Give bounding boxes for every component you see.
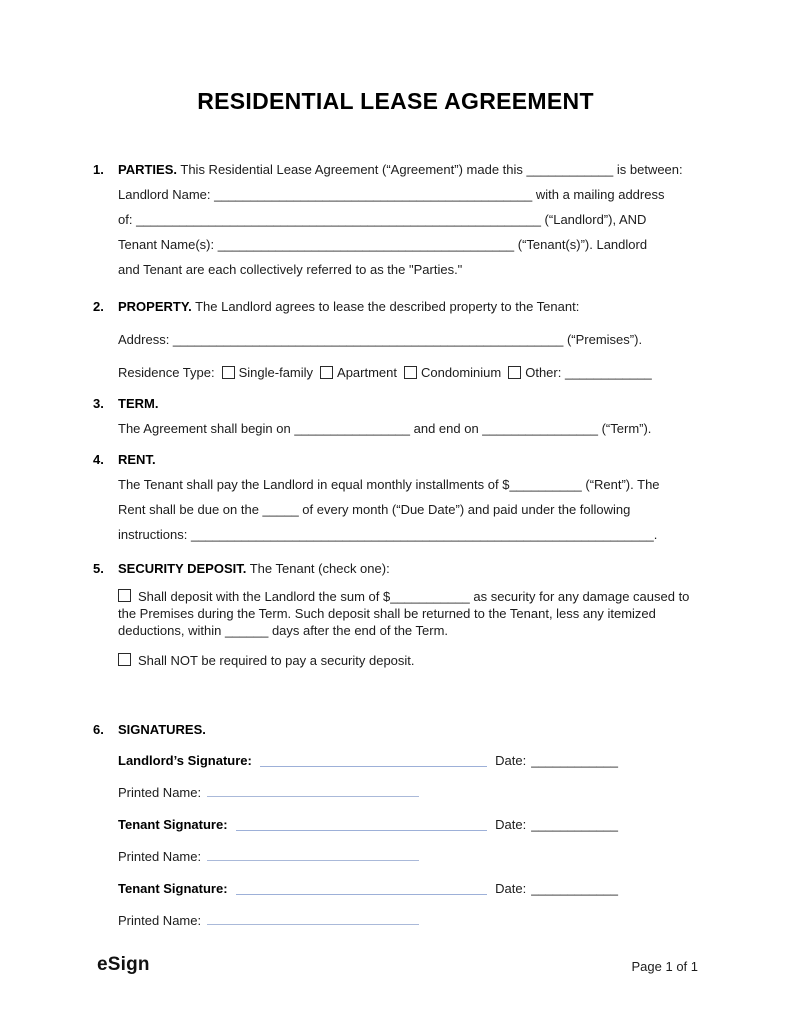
tenant1-signature-label: Tenant Signature: [118,817,228,832]
deposit-option-required [118,588,698,639]
section-number-5: 5. [93,561,104,576]
mailing-address-line: of: ________________________________________________________ (“Landlord”), AND [118,212,647,227]
tenant1-printed-name-label: Printed Name: [118,849,202,864]
address-line: Address: ______________________________________________________ (“Premises”). [118,332,643,347]
tenant1-signature-field[interactable] [236,830,488,831]
property-intro-line [118,294,698,319]
esign-logo: eSign [97,954,150,975]
signatures-heading: SIGNATURES. [118,722,206,737]
deposit-option-not-required-text: Shall NOT be required to pay a security deposit. [138,653,415,668]
section-security-deposit [93,556,698,669]
tenant1-date-field[interactable]: ____________ [531,817,618,832]
tenant2-signature-label: Tenant Signature: [118,881,228,896]
parties-closing-line: and Tenant are each collectively referred to as the "Parties." [118,262,463,277]
section-term [93,391,698,441]
option-label-condominium: Condominium [421,365,502,380]
tenant1-printed-name-row [118,848,698,866]
deposit-option-required-text: Shall deposit with the Landlord the sum of $___________ as security for any damage caused to the Premises during the Term. Such deposit shall be returned to the Tenant, less any itemized deductions, within ______ days after the end of the Term. [118,589,690,638]
rent-heading: RENT. [118,452,156,467]
checkbox-apartment[interactable] [320,366,333,379]
term-dates-line: The Agreement shall begin on ________________ and end on ________________ (“Term”). [118,421,652,436]
tenant1-printed-name-field[interactable] [207,860,419,861]
other-residence-blank[interactable]: ____________ [564,365,652,380]
landlord-printed-name-row [118,784,698,802]
security-deposit-intro-text: The Tenant (check one): [249,561,390,576]
tenant1-date-label: Date: [495,817,527,832]
landlord-signature-field[interactable] [260,766,487,767]
checkbox-single-family[interactable] [222,366,235,379]
section-number-6: 6. [93,722,104,737]
rent-instructions-line: instructions: ________________________________________________________________. [118,527,658,542]
residence-type-label: Residence Type: [118,365,215,380]
section-number-4: 4. [93,452,104,467]
tenant2-date-label: Date: [495,881,527,896]
landlord-signature-label: Landlord’s Signature: [118,753,252,768]
section-property [93,294,698,385]
landlord-printed-name-field[interactable] [207,796,419,797]
tenant1-signature-row [118,816,618,834]
section-signatures [93,717,698,944]
section-number-3: 3. [93,396,104,411]
security-deposit-heading: SECURITY DEPOSIT. [118,561,247,576]
checkbox-deposit-required[interactable] [118,589,131,602]
tenant2-date-field[interactable]: ____________ [531,881,618,896]
checkbox-deposit-not-required[interactable] [118,653,131,666]
parties-intro-line [118,157,698,182]
document-title: RESIDENTIAL LEASE AGREEMENT [197,88,594,114]
checkbox-condominium[interactable] [404,366,417,379]
landlord-name-line: Landlord Name: ____________________________________________ with a mailing address [118,187,665,202]
residence-type-row [118,360,698,385]
section-number-2: 2. [93,299,104,314]
option-label-other: Other: [525,365,562,380]
landlord-date-label: Date: [495,753,527,768]
tenant2-printed-name-field[interactable] [207,924,419,925]
landlord-date-field[interactable]: ____________ [531,753,618,768]
landlord-signature-row [118,752,618,770]
section-number-1: 1. [93,162,104,177]
option-label-single-family: Single-family [238,365,314,380]
term-heading: TERM. [118,396,159,411]
tenant2-signature-row [118,880,618,898]
section-rent [93,447,698,547]
deposit-option-not-required [118,652,698,669]
tenant-name-line: Tenant Name(s): _________________________________________ (“Tenant(s)”). Landlord [118,237,648,252]
property-heading: PROPERTY. [118,299,192,314]
tenant2-printed-name-row [118,912,698,930]
tenant2-printed-name-label: Printed Name: [118,913,202,928]
rent-amount-line: The Tenant shall pay the Landlord in equal monthly installments of $__________ (“Rent”). The [118,477,660,492]
section-parties [93,157,698,282]
parties-intro-text: This Residential Lease Agreement (“Agreement”) made this ____________ is between: [180,162,683,177]
property-intro-text: The Landlord agrees to lease the described property to the Tenant: [195,299,580,314]
landlord-printed-name-label: Printed Name: [118,785,202,800]
checkbox-other[interactable] [508,366,521,379]
parties-heading: PARTIES. [118,162,177,177]
page-number: Page 1 of 1 [631,959,698,974]
security-deposit-intro-line [118,556,698,581]
option-label-apartment: Apartment [337,365,398,380]
tenant2-signature-field[interactable] [236,894,488,895]
rent-due-line: Rent shall be due on the _____ of every month (“Due Date”) and paid under the following [118,502,631,517]
